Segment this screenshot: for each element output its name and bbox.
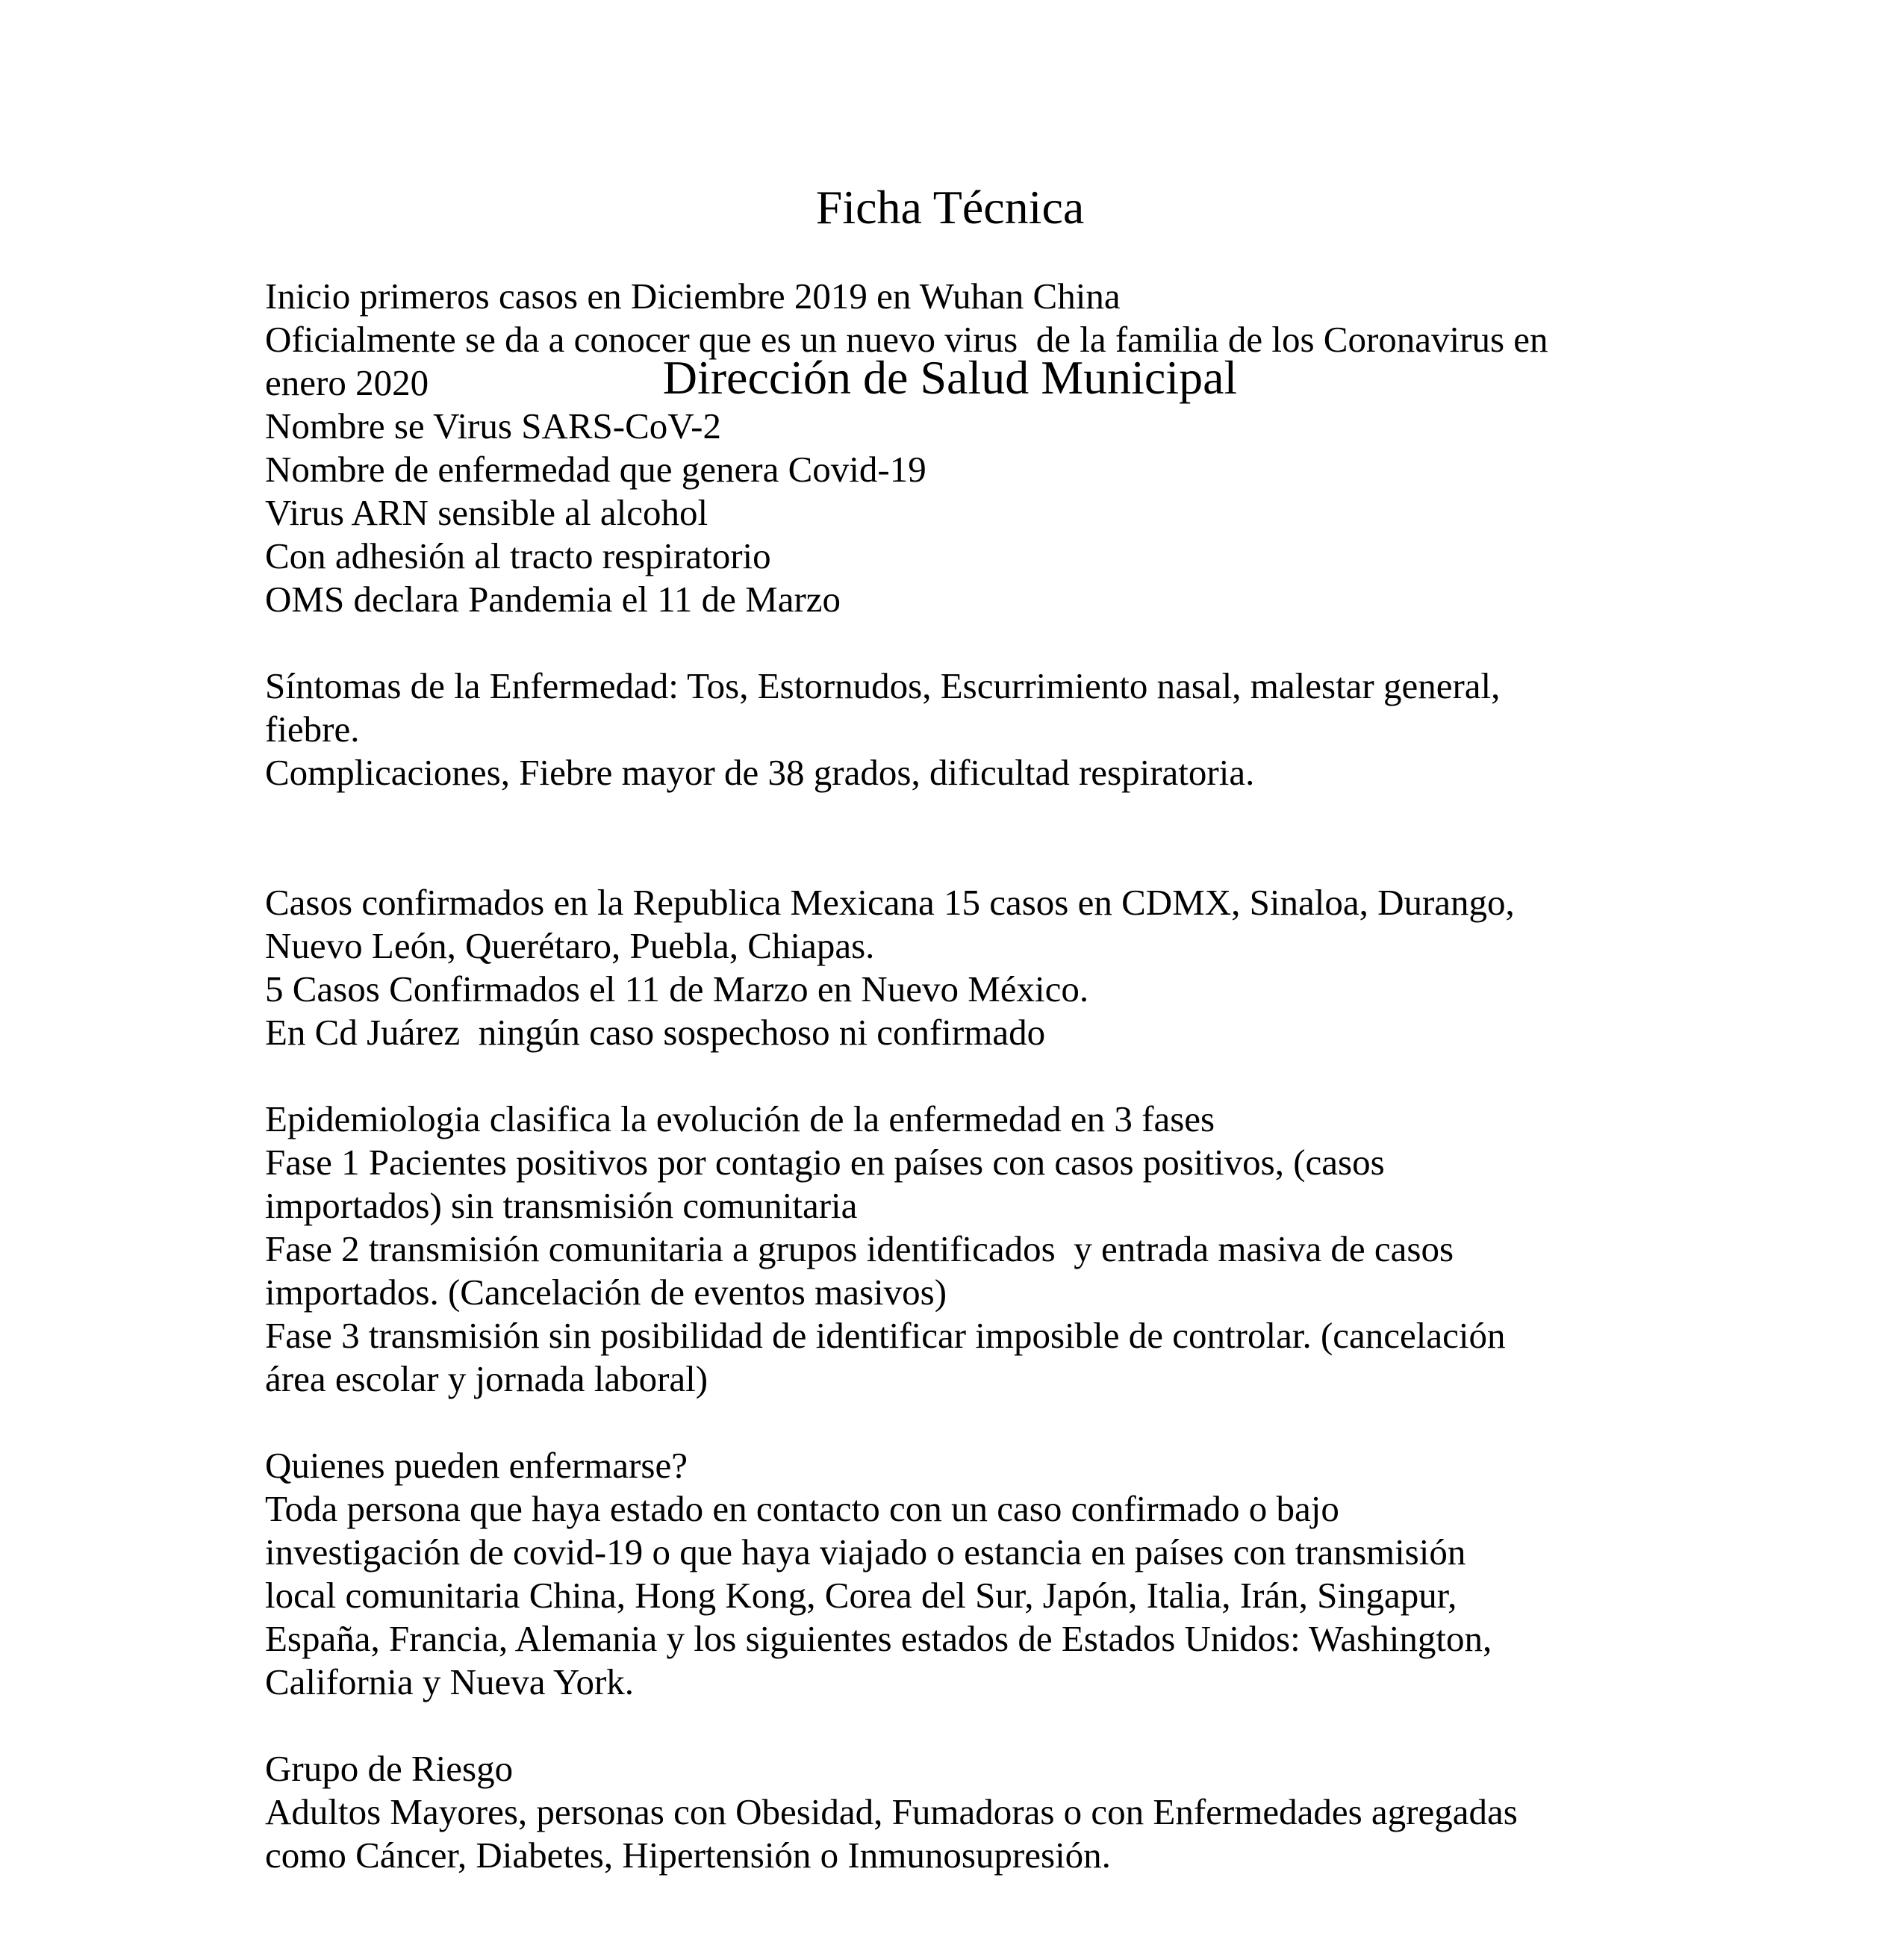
document-line: Casos confirmados en la Republica Mexicana 15 casos en CDMX, Sinaloa, Durango, xyxy=(265,882,1515,923)
blank-line xyxy=(265,1704,1751,1747)
document-line: área escolar y jornada laboral) xyxy=(265,1358,708,1399)
document-line: enero 2020 xyxy=(265,362,429,403)
blank-line xyxy=(265,794,1751,838)
document-line: Inicio primeros casos en Diciembre 2019 en Wuhan China xyxy=(265,276,1121,317)
document-line: En Cd Juárez ningún caso sospechoso ni confirmado xyxy=(265,1012,1046,1053)
document-line: Oficialmente se da a conocer que es un nuevo virus de la familia de los Coronavirus en xyxy=(265,319,1548,360)
document-line: fiebre. xyxy=(265,709,360,750)
document-line: Toda persona que haya estado en contacto con un caso confirmado o bajo xyxy=(265,1488,1339,1529)
document-line: 5 Casos Confirmados el 11 de Marzo en Nuevo México. xyxy=(265,968,1089,1009)
blank-line xyxy=(265,838,1751,881)
blank-line xyxy=(265,1401,1751,1444)
blank-line xyxy=(265,1054,1751,1098)
document-line: Nombre se Virus SARS-CoV-2 xyxy=(265,405,721,447)
document-line: OMS declara Pandemia el 11 de Marzo xyxy=(265,579,841,620)
document-line: local comunitaria China, Hong Kong, Corea del Sur, Japón, Italia, Irán, Singapur, xyxy=(265,1575,1457,1616)
document-line: Fase 1 Pacientes positivos por contagio en países con casos positivos, (casos xyxy=(265,1142,1385,1183)
document-line: Fase 2 transmisión comunitaria a grupos identificados y entrada masiva de casos xyxy=(265,1228,1454,1269)
document-line: Grupo de Riesgo xyxy=(265,1748,514,1789)
document-line: como Cáncer, Diabetes, Hipertensión o Inmunosupresión. xyxy=(265,1835,1111,1876)
document-line: investigación de covid-19 o que haya viajado o estancia en países con transmisión xyxy=(265,1531,1466,1572)
document-line: California y Nueva York. xyxy=(265,1661,635,1702)
document-line: Adultos Mayores, personas con Obesidad, Fumadoras o con Enfermedades agregadas xyxy=(265,1791,1518,1832)
document-line: importados) sin transmisión comunitaria xyxy=(265,1185,858,1226)
document-line: Epidemiologia clasifica la evolución de la enfermedad en 3 fases xyxy=(265,1098,1215,1139)
document-line: importados. (Cancelación de eventos masivos) xyxy=(265,1272,947,1313)
document-line: Con adhesión al tracto respiratorio xyxy=(265,535,771,576)
blank-line xyxy=(265,621,1751,665)
document-line: Complicaciones, Fiebre mayor de 38 grados, dificultad respiratoria. xyxy=(265,752,1255,793)
document-line: Nuevo León, Querétaro, Puebla, Chiapas. xyxy=(265,925,875,966)
document-body xyxy=(265,275,1751,1877)
document-title-line2: Dirección de Salud Municipal xyxy=(662,351,1238,404)
document-line: Fase 3 transmisión sin posibilidad de identificar imposible de controlar. (cancelación xyxy=(265,1315,1506,1356)
document-line: Síntomas de la Enfermedad: Tos, Estornudos, Escurrimiento nasal, malestar general, xyxy=(265,665,1501,706)
document-line: Nombre de enfermedad que genera Covid-19 xyxy=(265,449,926,490)
document-line: España, Francia, Alemania y los siguientes estados de Estados Unidos: Washington, xyxy=(265,1618,1492,1659)
document-line: Virus ARN sensible al alcohol xyxy=(265,492,708,533)
document-title-line1: Ficha Técnica xyxy=(815,181,1085,234)
document-line: Quienes pueden enfermarse? xyxy=(265,1445,688,1486)
